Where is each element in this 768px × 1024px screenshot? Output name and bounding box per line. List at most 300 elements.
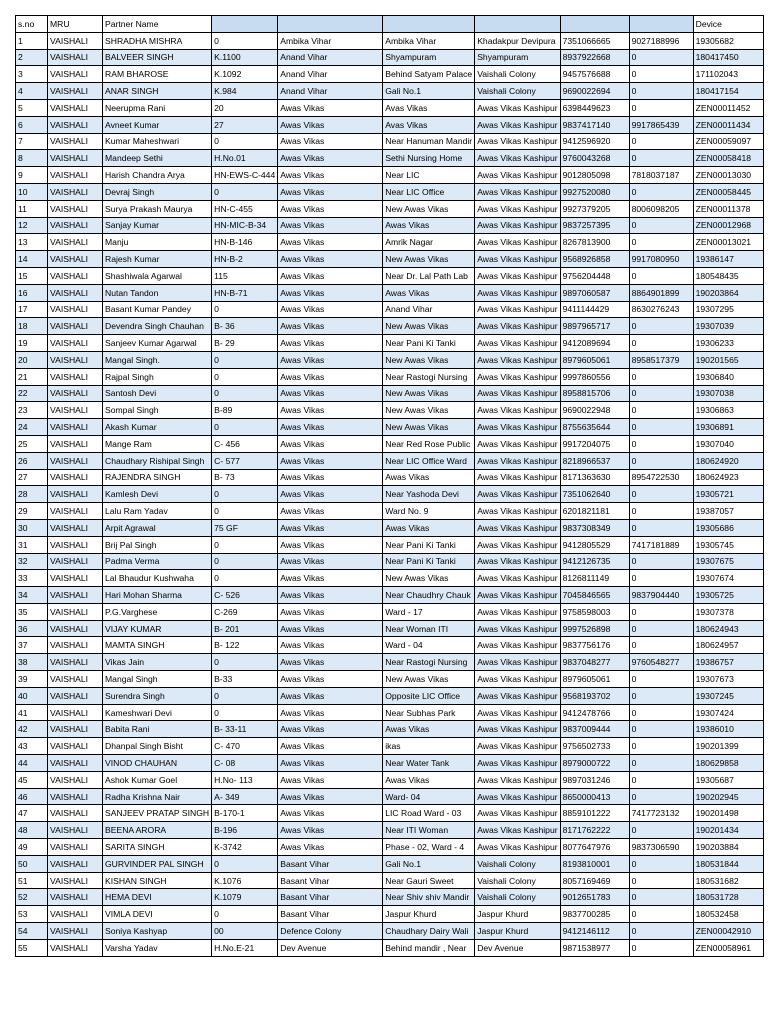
cell-partner-name[interactable]: Soniya Kashyap (103, 923, 212, 940)
cell-mobile[interactable]: 9012651783 (560, 889, 629, 906)
cell-locality[interactable]: Awas Vikas Kashipur (475, 133, 560, 150)
cell-alt-mobile[interactable]: 0 (629, 923, 693, 940)
cell-mru[interactable]: VAISHALI (48, 385, 103, 402)
cell-sno[interactable]: 5 (16, 99, 48, 116)
cell-partner-name[interactable]: Rajesh Kumar (103, 251, 212, 268)
cell-area[interactable]: Awas Vikas (278, 519, 383, 536)
cell-partner-name[interactable]: ANAR SINGH (103, 83, 212, 100)
cell-mru[interactable]: VAISHALI (48, 419, 103, 436)
cell-mobile[interactable]: 8650000413 (560, 788, 629, 805)
cell-device[interactable]: 19306863 (693, 402, 763, 419)
cell-area[interactable]: Awas Vikas (278, 318, 383, 335)
cell-locality[interactable]: Awas Vikas Kashipur (475, 267, 560, 284)
cell-locality[interactable]: Vaishali Colony (475, 872, 560, 889)
cell-mru[interactable]: VAISHALI (48, 318, 103, 335)
cell-area[interactable]: Awas Vikas (278, 671, 383, 688)
cell-alt-mobile[interactable]: 0 (629, 49, 693, 66)
cell-device[interactable]: 19386147 (693, 251, 763, 268)
cell-sno[interactable]: 23 (16, 402, 48, 419)
cell-house-no[interactable]: 20 (212, 99, 278, 116)
cell-device[interactable]: 19305725 (693, 587, 763, 604)
cell-mobile[interactable]: 8218966537 (560, 452, 629, 469)
cell-device[interactable]: 180532458 (693, 906, 763, 923)
cell-house-no[interactable]: HN-B-71 (212, 284, 278, 301)
cell-area[interactable]: Defence Colony (278, 923, 383, 940)
cell-landmark[interactable]: Ward - 04 (383, 637, 475, 654)
cell-house-no[interactable]: B- 33-11 (212, 721, 278, 738)
cell-area[interactable]: Awas Vikas (278, 570, 383, 587)
cell-alt-mobile[interactable]: 0 (629, 906, 693, 923)
cell-alt-mobile[interactable]: 8630276243 (629, 301, 693, 318)
cell-alt-mobile[interactable]: 0 (629, 687, 693, 704)
cell-landmark[interactable]: Behind Satyam Palace (383, 66, 475, 83)
cell-mru[interactable]: VAISHALI (48, 788, 103, 805)
cell-locality[interactable]: Awas Vikas Kashipur (475, 805, 560, 822)
cell-sno[interactable]: 35 (16, 603, 48, 620)
cell-partner-name[interactable]: RAM BHAROSE (103, 66, 212, 83)
cell-alt-mobile[interactable]: 0 (629, 671, 693, 688)
cell-mru[interactable]: VAISHALI (48, 503, 103, 520)
cell-house-no[interactable]: C- 08 (212, 755, 278, 772)
cell-locality[interactable]: Awas Vikas Kashipur (475, 402, 560, 419)
cell-device[interactable]: 171102043 (693, 66, 763, 83)
cell-locality[interactable]: Awas Vikas Kashipur (475, 183, 560, 200)
cell-device[interactable]: ZEN00058445 (693, 183, 763, 200)
header-cell-sno[interactable]: s.no (16, 16, 48, 33)
cell-sno[interactable]: 28 (16, 486, 48, 503)
cell-device[interactable]: 19307378 (693, 603, 763, 620)
cell-alt-mobile[interactable]: 0 (629, 486, 693, 503)
cell-sno[interactable]: 40 (16, 687, 48, 704)
cell-mobile[interactable]: 8057169469 (560, 872, 629, 889)
cell-alt-mobile[interactable]: 0 (629, 771, 693, 788)
cell-area[interactable]: Awas Vikas (278, 687, 383, 704)
cell-area[interactable]: Awas Vikas (278, 301, 383, 318)
cell-mru[interactable]: VAISHALI (48, 251, 103, 268)
cell-mobile[interactable]: 9997526898 (560, 620, 629, 637)
cell-mru[interactable]: VAISHALI (48, 687, 103, 704)
cell-mru[interactable]: VAISHALI (48, 822, 103, 839)
cell-device[interactable]: 180417154 (693, 83, 763, 100)
cell-landmark[interactable]: Near Pani Ki Tanki (383, 536, 475, 553)
cell-locality[interactable]: Awas Vikas Kashipur (475, 116, 560, 133)
cell-house-no[interactable]: HN-MIC-B-34 (212, 217, 278, 234)
cell-area[interactable]: Awas Vikas (278, 654, 383, 671)
cell-house-no[interactable]: 115 (212, 267, 278, 284)
cell-landmark[interactable]: Near Woman ITI (383, 620, 475, 637)
cell-alt-mobile[interactable]: 8958517379 (629, 351, 693, 368)
cell-mru[interactable]: VAISHALI (48, 133, 103, 150)
cell-area[interactable]: Awas Vikas (278, 822, 383, 839)
cell-mobile[interactable]: 9412146112 (560, 923, 629, 940)
cell-landmark[interactable]: Shyampuram (383, 49, 475, 66)
cell-alt-mobile[interactable]: 0 (629, 419, 693, 436)
cell-landmark[interactable]: Ward- 04 (383, 788, 475, 805)
cell-house-no[interactable]: 0 (212, 503, 278, 520)
cell-mobile[interactable]: 9927379205 (560, 200, 629, 217)
cell-partner-name[interactable]: GURVINDER PAL SINGH (103, 855, 212, 872)
cell-alt-mobile[interactable]: 0 (629, 435, 693, 452)
cell-mru[interactable]: VAISHALI (48, 536, 103, 553)
cell-partner-name[interactable]: BEENA ARORA (103, 822, 212, 839)
cell-partner-name[interactable]: Santosh Devi (103, 385, 212, 402)
cell-mobile[interactable]: 8859101222 (560, 805, 629, 822)
cell-landmark[interactable]: New Awas Vikas (383, 351, 475, 368)
cell-house-no[interactable]: 0 (212, 419, 278, 436)
cell-area[interactable]: Awas Vikas (278, 452, 383, 469)
cell-alt-mobile[interactable]: 8954722530 (629, 469, 693, 486)
cell-partner-name[interactable]: Mangal Singh (103, 671, 212, 688)
cell-sno[interactable]: 18 (16, 318, 48, 335)
cell-sno[interactable]: 13 (16, 234, 48, 251)
cell-partner-name[interactable]: SHRADHA MISHRA (103, 32, 212, 49)
cell-partner-name[interactable]: VINOD CHAUHAN (103, 755, 212, 772)
cell-alt-mobile[interactable]: 0 (629, 603, 693, 620)
cell-alt-mobile[interactable]: 7818037187 (629, 167, 693, 184)
cell-locality[interactable]: Awas Vikas Kashipur (475, 99, 560, 116)
cell-sno[interactable]: 47 (16, 805, 48, 822)
cell-mobile[interactable]: 9756502733 (560, 738, 629, 755)
cell-partner-name[interactable]: Devraj Singh (103, 183, 212, 200)
cell-house-no[interactable]: H.No.E-21 (212, 939, 278, 956)
cell-area[interactable]: Awas Vikas (278, 419, 383, 436)
cell-mru[interactable]: VAISHALI (48, 923, 103, 940)
cell-device[interactable]: 190201565 (693, 351, 763, 368)
cell-mru[interactable]: VAISHALI (48, 116, 103, 133)
header-cell-blank-1[interactable] (212, 16, 278, 33)
cell-area[interactable]: Awas Vikas (278, 603, 383, 620)
cell-locality[interactable]: Jaspur Khurd (475, 906, 560, 923)
cell-locality[interactable]: Awas Vikas Kashipur (475, 704, 560, 721)
cell-mobile[interactable]: 7045846565 (560, 587, 629, 604)
cell-mobile[interactable]: 8937922668 (560, 49, 629, 66)
cell-area[interactable]: Awas Vikas (278, 200, 383, 217)
cell-house-no[interactable]: 0 (212, 486, 278, 503)
cell-area[interactable]: Awas Vikas (278, 738, 383, 755)
cell-mobile[interactable]: 9756204448 (560, 267, 629, 284)
cell-device[interactable]: 19307039 (693, 318, 763, 335)
cell-locality[interactable]: Awas Vikas Kashipur (475, 587, 560, 604)
cell-mru[interactable]: VAISHALI (48, 906, 103, 923)
cell-device[interactable]: 19307673 (693, 671, 763, 688)
cell-house-no[interactable]: 00 (212, 923, 278, 940)
cell-mru[interactable]: VAISHALI (48, 66, 103, 83)
cell-landmark[interactable]: Near Rastogi Nursing (383, 654, 475, 671)
cell-landmark[interactable]: Gali No.1 (383, 855, 475, 872)
cell-sno[interactable]: 4 (16, 83, 48, 100)
cell-mru[interactable]: VAISHALI (48, 570, 103, 587)
cell-mobile[interactable]: 7351066665 (560, 32, 629, 49)
cell-alt-mobile[interactable]: 0 (629, 704, 693, 721)
cell-mru[interactable]: VAISHALI (48, 335, 103, 352)
cell-landmark[interactable]: Near LIC Office Ward (383, 452, 475, 469)
cell-sno[interactable]: 7 (16, 133, 48, 150)
cell-landmark[interactable]: LIC Road Ward - 03 (383, 805, 475, 822)
cell-partner-name[interactable]: Shashiwala Agarwal (103, 267, 212, 284)
cell-landmark[interactable]: Near LIC (383, 167, 475, 184)
cell-house-no[interactable]: 0 (212, 351, 278, 368)
cell-partner-name[interactable]: BALVEER SINGH (103, 49, 212, 66)
cell-mobile[interactable]: 9837700285 (560, 906, 629, 923)
cell-mobile[interactable]: 9568926858 (560, 251, 629, 268)
cell-locality[interactable]: Awas Vikas Kashipur (475, 469, 560, 486)
cell-mobile[interactable]: 9897060587 (560, 284, 629, 301)
cell-locality[interactable]: Awas Vikas Kashipur (475, 721, 560, 738)
cell-partner-name[interactable]: Mangal Singh. (103, 351, 212, 368)
cell-locality[interactable]: Awas Vikas Kashipur (475, 167, 560, 184)
cell-alt-mobile[interactable]: 0 (629, 570, 693, 587)
cell-mobile[interactable]: 9412596920 (560, 133, 629, 150)
cell-area[interactable]: Awas Vikas (278, 587, 383, 604)
cell-house-no[interactable]: 0 (212, 687, 278, 704)
cell-locality[interactable]: Awas Vikas Kashipur (475, 788, 560, 805)
cell-area[interactable]: Awas Vikas (278, 385, 383, 402)
cell-partner-name[interactable]: Avneet Kumar (103, 116, 212, 133)
cell-mru[interactable]: VAISHALI (48, 49, 103, 66)
cell-alt-mobile[interactable]: 0 (629, 939, 693, 956)
cell-partner-name[interactable]: RAJENDRA SINGH (103, 469, 212, 486)
cell-sno[interactable]: 41 (16, 704, 48, 721)
cell-landmark[interactable]: Chaudhary Dairy Wali (383, 923, 475, 940)
cell-house-no[interactable]: 0 (212, 301, 278, 318)
cell-sno[interactable]: 54 (16, 923, 48, 940)
cell-partner-name[interactable]: Dhanpal Singh Bisht (103, 738, 212, 755)
cell-sno[interactable]: 12 (16, 217, 48, 234)
cell-landmark[interactable]: Anand Vihar (383, 301, 475, 318)
cell-house-no[interactable]: 0 (212, 183, 278, 200)
cell-sno[interactable]: 42 (16, 721, 48, 738)
cell-device[interactable]: 19307038 (693, 385, 763, 402)
cell-sno[interactable]: 46 (16, 788, 48, 805)
cell-device[interactable]: ZEN00011452 (693, 99, 763, 116)
cell-landmark[interactable]: New Awas Vikas (383, 402, 475, 419)
cell-area[interactable]: Ambika Vihar (278, 32, 383, 49)
cell-alt-mobile[interactable]: 0 (629, 738, 693, 755)
cell-mru[interactable]: VAISHALI (48, 771, 103, 788)
cell-partner-name[interactable]: HEMA DEVI (103, 889, 212, 906)
cell-house-no[interactable]: C-269 (212, 603, 278, 620)
cell-sno[interactable]: 22 (16, 385, 48, 402)
cell-landmark[interactable]: Phase - 02, Ward - 4 (383, 839, 475, 856)
cell-area[interactable]: Anand Vihar (278, 83, 383, 100)
cell-mru[interactable]: VAISHALI (48, 284, 103, 301)
cell-alt-mobile[interactable]: 0 (629, 519, 693, 536)
cell-device[interactable]: ZEN00012968 (693, 217, 763, 234)
cell-house-no[interactable]: HN-C-455 (212, 200, 278, 217)
cell-house-no[interactable]: C- 470 (212, 738, 278, 755)
cell-mobile[interactable]: 8979605061 (560, 351, 629, 368)
cell-sno[interactable]: 27 (16, 469, 48, 486)
cell-area[interactable]: Awas Vikas (278, 402, 383, 419)
cell-landmark[interactable]: Near LIC Office (383, 183, 475, 200)
cell-mru[interactable]: VAISHALI (48, 721, 103, 738)
cell-locality[interactable]: Awas Vikas Kashipur (475, 503, 560, 520)
cell-device[interactable]: 19386757 (693, 654, 763, 671)
cell-alt-mobile[interactable]: 0 (629, 183, 693, 200)
cell-sno[interactable]: 38 (16, 654, 48, 671)
cell-area[interactable]: Awas Vikas (278, 368, 383, 385)
cell-mobile[interactable]: 8077647976 (560, 839, 629, 856)
cell-partner-name[interactable]: Lalu Ram Yadav (103, 503, 212, 520)
cell-area[interactable]: Awas Vikas (278, 771, 383, 788)
cell-mobile[interactable]: 9760043268 (560, 150, 629, 167)
cell-mru[interactable]: VAISHALI (48, 553, 103, 570)
cell-alt-mobile[interactable]: 0 (629, 721, 693, 738)
cell-alt-mobile[interactable]: 0 (629, 217, 693, 234)
cell-landmark[interactable]: Gali No.1 (383, 83, 475, 100)
cell-mru[interactable]: VAISHALI (48, 167, 103, 184)
cell-locality[interactable]: Vaishali Colony (475, 83, 560, 100)
cell-locality[interactable]: Awas Vikas Kashipur (475, 620, 560, 637)
cell-house-no[interactable]: H.No- 113 (212, 771, 278, 788)
cell-mru[interactable]: VAISHALI (48, 200, 103, 217)
cell-sno[interactable]: 21 (16, 368, 48, 385)
cell-locality[interactable]: Jaspur Khurd (475, 923, 560, 940)
cell-locality[interactable]: Awas Vikas Kashipur (475, 486, 560, 503)
cell-house-no[interactable]: 0 (212, 368, 278, 385)
cell-area[interactable]: Anand Vihar (278, 49, 383, 66)
cell-device[interactable]: 19306891 (693, 419, 763, 436)
cell-sno[interactable]: 24 (16, 419, 48, 436)
cell-sno[interactable]: 30 (16, 519, 48, 536)
cell-partner-name[interactable]: Surya Prakash Maurya (103, 200, 212, 217)
cell-alt-mobile[interactable]: 0 (629, 99, 693, 116)
cell-device[interactable]: 180624920 (693, 452, 763, 469)
cell-mobile[interactable]: 9690022694 (560, 83, 629, 100)
cell-landmark[interactable]: ikas (383, 738, 475, 755)
cell-mobile[interactable]: 8958815706 (560, 385, 629, 402)
cell-alt-mobile[interactable]: 7417181889 (629, 536, 693, 553)
cell-landmark[interactable]: Near Rastogi Nursing (383, 368, 475, 385)
cell-area[interactable]: Awas Vikas (278, 217, 383, 234)
cell-mru[interactable]: VAISHALI (48, 620, 103, 637)
header-cell-blank-3[interactable] (383, 16, 475, 33)
cell-landmark[interactable]: Behind mandir , Near (383, 939, 475, 956)
cell-area[interactable]: Awas Vikas (278, 486, 383, 503)
cell-sno[interactable]: 31 (16, 536, 48, 553)
cell-house-no[interactable]: HN-B-2 (212, 251, 278, 268)
cell-landmark[interactable]: New Awas Vikas (383, 200, 475, 217)
cell-house-no[interactable]: K.1079 (212, 889, 278, 906)
cell-mru[interactable]: VAISHALI (48, 402, 103, 419)
cell-area[interactable]: Awas Vikas (278, 133, 383, 150)
cell-sno[interactable]: 45 (16, 771, 48, 788)
cell-sno[interactable]: 55 (16, 939, 48, 956)
cell-mobile[interactable]: 9837257395 (560, 217, 629, 234)
cell-device[interactable]: 19305682 (693, 32, 763, 49)
cell-landmark[interactable]: New Awas Vikas (383, 385, 475, 402)
cell-house-no[interactable]: H.No.01 (212, 150, 278, 167)
cell-area[interactable]: Awas Vikas (278, 755, 383, 772)
cell-locality[interactable]: Awas Vikas Kashipur (475, 570, 560, 587)
cell-house-no[interactable]: B- 29 (212, 335, 278, 352)
cell-sno[interactable]: 16 (16, 284, 48, 301)
cell-mobile[interactable]: 9837417140 (560, 116, 629, 133)
cell-alt-mobile[interactable]: 0 (629, 402, 693, 419)
cell-device[interactable]: ZEN00011434 (693, 116, 763, 133)
cell-alt-mobile[interactable]: 8864901899 (629, 284, 693, 301)
cell-partner-name[interactable]: Babita Rani (103, 721, 212, 738)
cell-locality[interactable]: Vaishali Colony (475, 855, 560, 872)
cell-mobile[interactable]: 9837756176 (560, 637, 629, 654)
cell-mobile[interactable]: 9457576688 (560, 66, 629, 83)
cell-area[interactable]: Awas Vikas (278, 267, 383, 284)
cell-house-no[interactable]: K.984 (212, 83, 278, 100)
cell-area[interactable]: Awas Vikas (278, 469, 383, 486)
cell-locality[interactable]: Vaishali Colony (475, 66, 560, 83)
cell-mobile[interactable]: 8267813900 (560, 234, 629, 251)
cell-house-no[interactable]: 0 (212, 385, 278, 402)
cell-device[interactable]: 19306233 (693, 335, 763, 352)
cell-partner-name[interactable]: Mange Ram (103, 435, 212, 452)
cell-mobile[interactable]: 9871538977 (560, 939, 629, 956)
cell-alt-mobile[interactable]: 0 (629, 889, 693, 906)
cell-landmark[interactable]: Ambika Vihar (383, 32, 475, 49)
cell-mobile[interactable]: 9412126735 (560, 553, 629, 570)
cell-mobile[interactable]: 6398449623 (560, 99, 629, 116)
cell-landmark[interactable]: New Awas Vikas (383, 671, 475, 688)
cell-landmark[interactable]: Near Dr. Lal Path Lab (383, 267, 475, 284)
cell-locality[interactable]: Awas Vikas Kashipur (475, 284, 560, 301)
cell-area[interactable]: Awas Vikas (278, 99, 383, 116)
cell-mru[interactable]: VAISHALI (48, 351, 103, 368)
cell-landmark[interactable]: Near Pani Ki Tanki (383, 553, 475, 570)
cell-mobile[interactable]: 9897965717 (560, 318, 629, 335)
cell-device[interactable]: 19387057 (693, 503, 763, 520)
cell-area[interactable]: Awas Vikas (278, 839, 383, 856)
cell-house-no[interactable]: 0 (212, 133, 278, 150)
cell-sno[interactable]: 20 (16, 351, 48, 368)
cell-sno[interactable]: 17 (16, 301, 48, 318)
cell-partner-name[interactable]: Akash Kumar (103, 419, 212, 436)
cell-partner-name[interactable]: Chaudhary Rishipal Singh (103, 452, 212, 469)
cell-mobile[interactable]: 9012805098 (560, 167, 629, 184)
cell-alt-mobile[interactable]: 0 (629, 267, 693, 284)
cell-area[interactable]: Awas Vikas (278, 183, 383, 200)
cell-sno[interactable]: 15 (16, 267, 48, 284)
cell-house-no[interactable]: 0 (212, 536, 278, 553)
cell-landmark[interactable]: Near Hanuman Mandir (383, 133, 475, 150)
cell-landmark[interactable]: Near Water Tank (383, 755, 475, 772)
cell-partner-name[interactable]: VIJAY KUMAR (103, 620, 212, 637)
cell-mobile[interactable]: 9927520080 (560, 183, 629, 200)
cell-area[interactable]: Awas Vikas (278, 788, 383, 805)
cell-landmark[interactable]: Ward No. 9 (383, 503, 475, 520)
cell-locality[interactable]: Awas Vikas Kashipur (475, 318, 560, 335)
cell-partner-name[interactable]: Sompal Singh (103, 402, 212, 419)
header-cell-blank-5[interactable] (560, 16, 629, 33)
cell-partner-name[interactable]: Mandeep Sethi (103, 150, 212, 167)
cell-area[interactable]: Awas Vikas (278, 251, 383, 268)
cell-mobile[interactable]: 9411144429 (560, 301, 629, 318)
cell-device[interactable]: 190202945 (693, 788, 763, 805)
cell-device[interactable]: ZEN00058961 (693, 939, 763, 956)
cell-mobile[interactable]: 9917204075 (560, 435, 629, 452)
cell-area[interactable]: Awas Vikas (278, 435, 383, 452)
cell-house-no[interactable]: 27 (212, 116, 278, 133)
cell-partner-name[interactable]: Arpit Agrawal (103, 519, 212, 536)
cell-alt-mobile[interactable]: 0 (629, 335, 693, 352)
cell-house-no[interactable]: K.1076 (212, 872, 278, 889)
cell-mobile[interactable]: 8126811149 (560, 570, 629, 587)
cell-partner-name[interactable]: Rajpal Singh (103, 368, 212, 385)
cell-sno[interactable]: 6 (16, 116, 48, 133)
cell-alt-mobile[interactable]: 0 (629, 620, 693, 637)
cell-area[interactable]: Awas Vikas (278, 150, 383, 167)
cell-partner-name[interactable]: Vikas Jain (103, 654, 212, 671)
cell-house-no[interactable]: 0 (212, 553, 278, 570)
cell-locality[interactable]: Shyampuram (475, 49, 560, 66)
